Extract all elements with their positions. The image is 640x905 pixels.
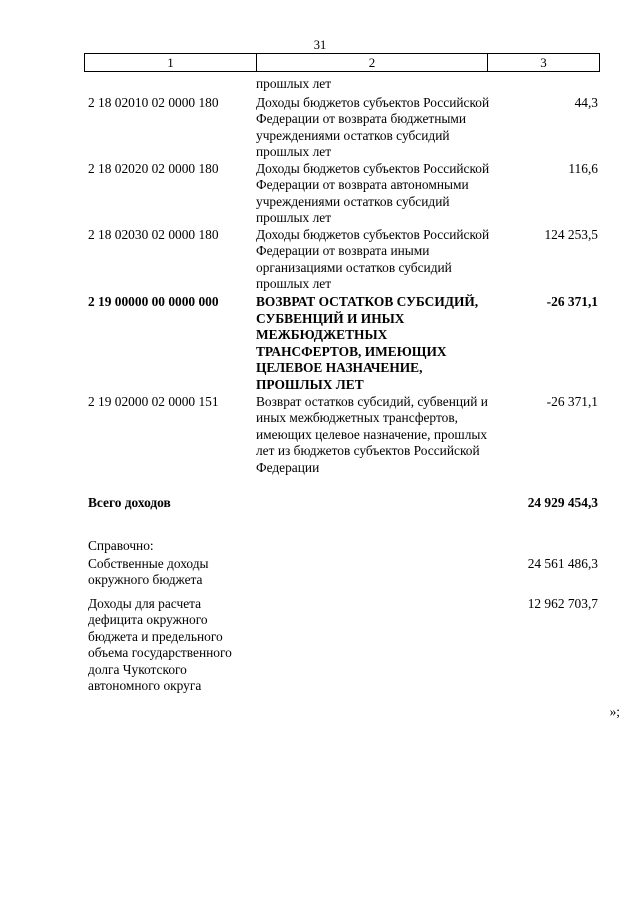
row-description: Возврат остатков субсидий, субвенций и иных межбюджетных трансфертов, имеющих целевое назначение, прошлых лет из бюджетов субъектов Российской Федерации [256,394,488,475]
row-code: 2 19 02000 02 0000 151 [88,394,219,409]
row-value: 44,3 [574,95,598,110]
row-code: 2 18 02030 02 0000 180 [88,227,219,242]
table-header-col-3: 3 [540,55,547,70]
table-header-col-1: 1 [85,54,257,71]
table-header-col-2: 2 [257,54,488,71]
total-value: 24 929 454,3 [527,495,598,510]
row-value: -26 371,1 [546,394,598,409]
row-value: -26 371,1 [546,294,598,309]
row-code: 2 18 02010 02 0000 180 [88,95,219,110]
row-description: ВОЗВРАТ ОСТАТКОВ СУБСИДИЙ, СУБВЕНЦИЙ И ИНЫХ МЕЖБЮДЖЕТНЫХ ТРАНСФЕРТОВ, ИМЕЮЩИХ ЦЕЛЕВОЕ НАЗНАЧЕНИЕ, ПРОШЛЫХ ЛЕТ [256,294,479,392]
row-value: 116,6 [568,161,598,176]
row-code: 2 18 02020 02 0000 180 [88,161,219,176]
continuation-text: прошлых лет [256,76,332,91]
row-value: 124 253,5 [544,227,598,242]
closing-mark: »; [609,704,620,719]
reference-item-name: Доходы для расчета дефицита окружного бюджета и предельного объема государственного долга Чукотского автономного округа [88,596,232,694]
reference-item-name: Собственные доходы окружного бюджета [88,556,209,588]
table-header-row [84,53,600,72]
reference-label: Справочно: [88,538,154,553]
page-number: 31 [313,38,327,52]
row-description: Доходы бюджетов субъектов Российской Федерации от возврата бюджетными учреждениями остатков субсидий прошлых лет [256,95,490,160]
reference-item-value: 12 962 703,7 [527,596,598,611]
row-description: Доходы бюджетов субъектов Российской Федерации от возврата иными организациями остатков субсидий прошлых лет [256,227,490,292]
reference-item-value: 24 561 486,3 [527,556,598,571]
row-description: Доходы бюджетов субъектов Российской Федерации от возврата автономными учреждениями остатков субсидий прошлых лет [256,161,490,226]
total-label: Всего доходов [88,495,171,510]
row-code: 2 19 00000 00 0000 000 [88,294,219,309]
